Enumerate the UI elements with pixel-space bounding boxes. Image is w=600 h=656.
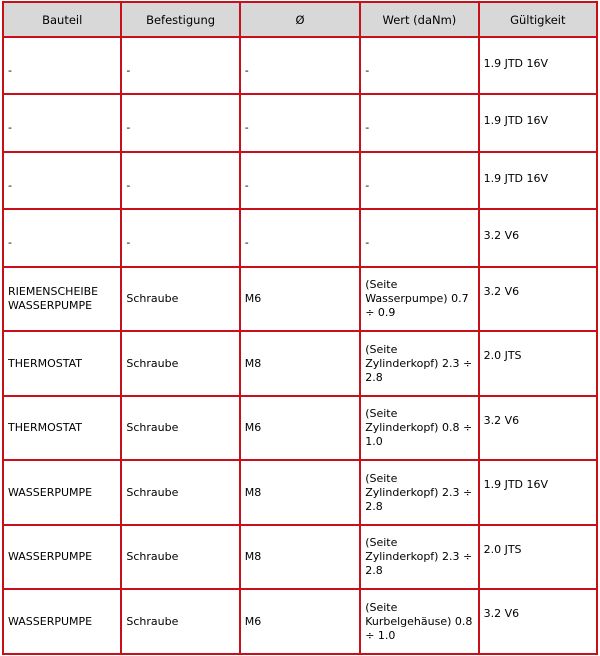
table-row	[4, 590, 596, 653]
table-row	[4, 268, 596, 331]
cell-wert: (Seite Zylinderkopf) 2.3 ÷ 2.8	[361, 332, 477, 395]
cell-gueltigkeit: 1.9 JTD 16V	[480, 38, 596, 93]
cell-wert: (Seite Kurbelgehäuse) 0.8 ÷ 1.0	[361, 590, 477, 653]
cell-gueltigkeit: 2.0 JTS	[480, 332, 596, 395]
cell-befestigung: Schraube	[122, 397, 238, 460]
table-row	[4, 95, 596, 150]
cell-bauteil: WASSERPUMPE	[4, 590, 120, 653]
cell-befestigung: -	[122, 153, 238, 208]
cell-gueltigkeit: 3.2 V6	[480, 397, 596, 460]
table-row	[4, 210, 596, 265]
cell-bauteil: -	[4, 38, 120, 93]
cell-befestigung: Schraube	[122, 590, 238, 653]
table-row	[4, 153, 596, 208]
cell-gueltigkeit: 2.0 JTS	[480, 526, 596, 589]
header-befestigung: Befestigung	[122, 3, 238, 36]
table-row	[4, 461, 596, 524]
cell-befestigung: Schraube	[122, 268, 238, 331]
cell-befestigung: -	[122, 210, 238, 265]
table-row	[4, 526, 596, 589]
cell-bauteil: RIEMENSCHEIBE WASSERPUMPE	[4, 268, 120, 331]
cell-gueltigkeit: 3.2 V6	[480, 268, 596, 331]
cell-wert: (Seite Wasserpumpe) 0.7 ÷ 0.9	[361, 268, 477, 331]
cell-durchmesser: M6	[241, 397, 359, 460]
cell-durchmesser: -	[241, 38, 359, 93]
cell-durchmesser: M8	[241, 332, 359, 395]
cell-bauteil: WASSERPUMPE	[4, 461, 120, 524]
cell-bauteil: -	[4, 95, 120, 150]
cell-wert: -	[361, 38, 477, 93]
header-gueltigkeit: Gültigkeit	[480, 3, 596, 36]
table-row	[4, 397, 596, 460]
cell-wert: (Seite Zylinderkopf) 2.3 ÷ 2.8	[361, 461, 477, 524]
cell-durchmesser: M6	[241, 268, 359, 331]
cell-durchmesser: -	[241, 95, 359, 150]
cell-befestigung: Schraube	[122, 461, 238, 524]
cell-befestigung: -	[122, 38, 238, 93]
cell-befestigung: -	[122, 95, 238, 150]
cell-durchmesser: M6	[241, 590, 359, 653]
cell-durchmesser: -	[241, 153, 359, 208]
header-row	[4, 3, 596, 36]
header-wert: Wert (daNm)	[361, 3, 477, 36]
cell-bauteil: WASSERPUMPE	[4, 526, 120, 589]
cell-befestigung: Schraube	[122, 526, 238, 589]
cell-wert: -	[361, 95, 477, 150]
cell-bauteil: THERMOSTAT	[4, 397, 120, 460]
header-bauteil: Bauteil	[4, 3, 120, 36]
cell-bauteil: THERMOSTAT	[4, 332, 120, 395]
cell-gueltigkeit: 1.9 JTD 16V	[480, 461, 596, 524]
cell-befestigung: Schraube	[122, 332, 238, 395]
cell-bauteil: -	[4, 210, 120, 265]
cell-wert: (Seite Zylinderkopf) 2.3 ÷ 2.8	[361, 526, 477, 589]
cell-gueltigkeit: 1.9 JTD 16V	[480, 153, 596, 208]
cell-gueltigkeit: 1.9 JTD 16V	[480, 95, 596, 150]
cell-bauteil: -	[4, 153, 120, 208]
cell-wert: -	[361, 153, 477, 208]
cell-wert: (Seite Zylinderkopf) 0.8 ÷ 1.0	[361, 397, 477, 460]
table-row	[4, 332, 596, 395]
cell-gueltigkeit: 3.2 V6	[480, 590, 596, 653]
cell-durchmesser: M8	[241, 461, 359, 524]
cell-durchmesser: M8	[241, 526, 359, 589]
cell-gueltigkeit: 3.2 V6	[480, 210, 596, 265]
header-durchmesser: Ø	[241, 3, 359, 36]
cell-wert: -	[361, 210, 477, 265]
cell-durchmesser: -	[241, 210, 359, 265]
torque-table	[2, 1, 598, 655]
table-row	[4, 38, 596, 93]
